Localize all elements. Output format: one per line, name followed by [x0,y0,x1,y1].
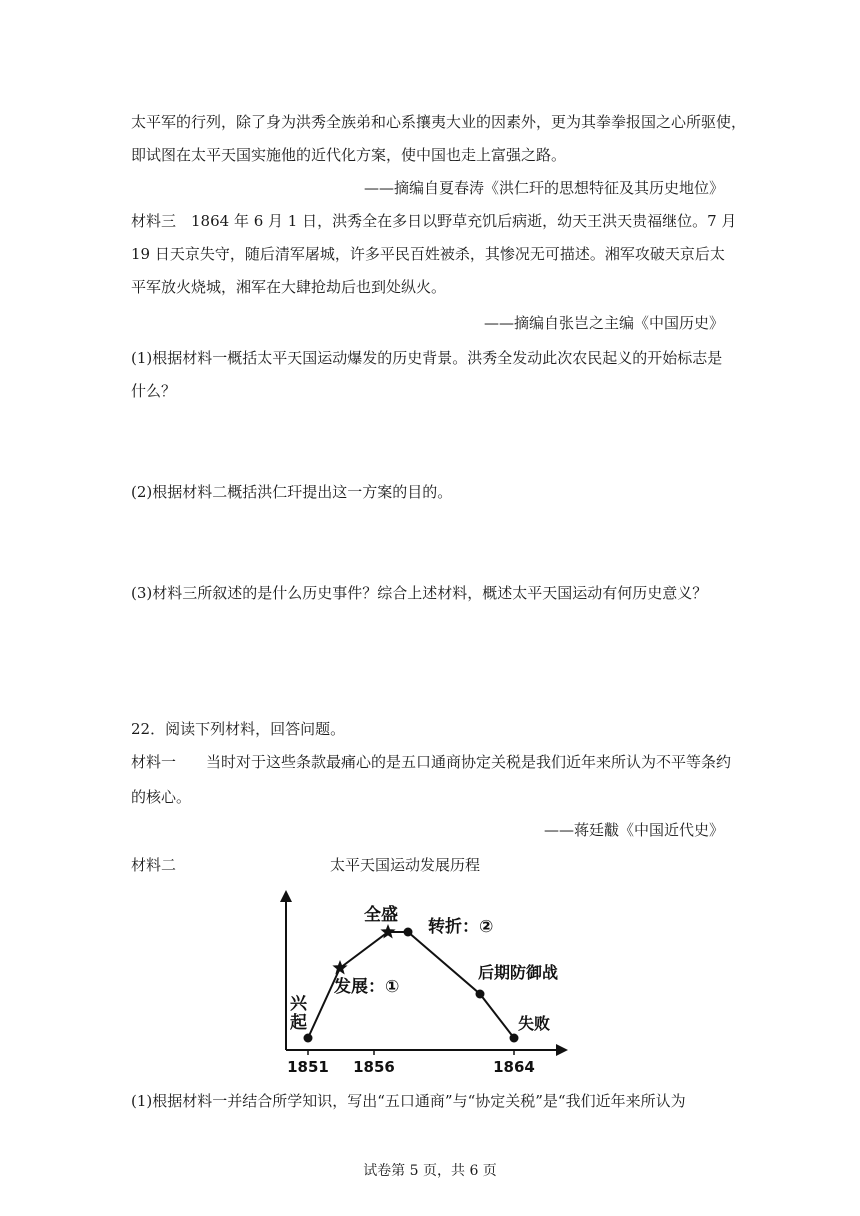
x-tick-label: 1864 [493,1058,535,1076]
chart-title: 太平天国运动发展历程 [330,856,481,874]
development-chart [270,886,570,1076]
label-rise: 兴 [290,994,307,1014]
q22-heading: 22．阅读下列材料，回答问题。 [131,720,346,738]
x-tick-label: 1856 [353,1058,395,1076]
point-marker [510,1034,519,1043]
label-peak: 全盛 [364,905,398,925]
q22-m1-line-2: 的核心。 [131,788,192,806]
top-line-1: 太平军的行列，除了身为洪秀全族弟和心系攘夷大业的因素外，更为其拳拳报国之心所驱使， [131,113,747,131]
q22-m1-source: ——蒋廷黻《中国近代史》 [543,821,724,839]
point-marker [404,928,413,937]
q22-1-line-1: (1)根据材料一并结合所学知识，写出“五口通商”与“协定关税”是“我们近年来所认为 [131,1092,686,1110]
x-tick-label: 1851 [287,1058,329,1076]
q21-2: (2)根据材料二概括洪仁玕提出这一方案的目的。 [131,483,453,501]
label-fail: 失败 [518,1014,551,1033]
q21-3: (3)材料三所叙述的是什么历史事件？综合上述材料，概述太平天国运动有何历史意义？ [131,584,708,602]
q22-m2-label: 材料二 [131,856,177,874]
point-marker [332,960,347,975]
top-source: ——摘编自夏春涛《洪仁玕的思想特征及其历史地位》 [363,179,724,197]
q22-m1-line-1: 材料一 当时对于这些条款最痛心的是五口通商协定关税是我们近年来所认为不平等条约 [131,753,732,771]
page-footer: 试卷第 5 页，共 6 页 [363,1163,497,1179]
top-line-2: 即试图在太平天国实施他的近代化方案，使中国也走上富强之路。 [131,146,567,164]
material3-line-1: 材料三 1864 年 6 月 1 日，洪秀全在多日以野草充饥后病逝，幼天王洪天贵福继位。7 月 [131,212,737,230]
label-late-defense: 后期防御战 [478,963,559,982]
material3-line-2: 19 日天京失守，随后清军屠城，许多平民百姓被杀，其惨况无可描述。湘军攻破天京后太 [131,245,725,263]
point-marker [304,1034,313,1043]
q21-1-line-2: 什么？ [131,382,177,400]
label-turn: 转折：② [428,917,494,937]
point-marker [476,990,485,999]
material3-source: ——摘编自张岂之主编《中国历史》 [483,314,724,332]
label-develop: 发展：① [334,977,400,997]
material3-line-3: 平军放火烧城，湘军在大肆抢劫后也到处纵火。 [131,278,447,296]
q21-1-line-1: (1)根据材料一概括太平天国运动爆发的历史背景。洪秀全发动此次农民起义的开始标志是 [131,349,723,367]
label-rise: 起 [290,1013,307,1033]
